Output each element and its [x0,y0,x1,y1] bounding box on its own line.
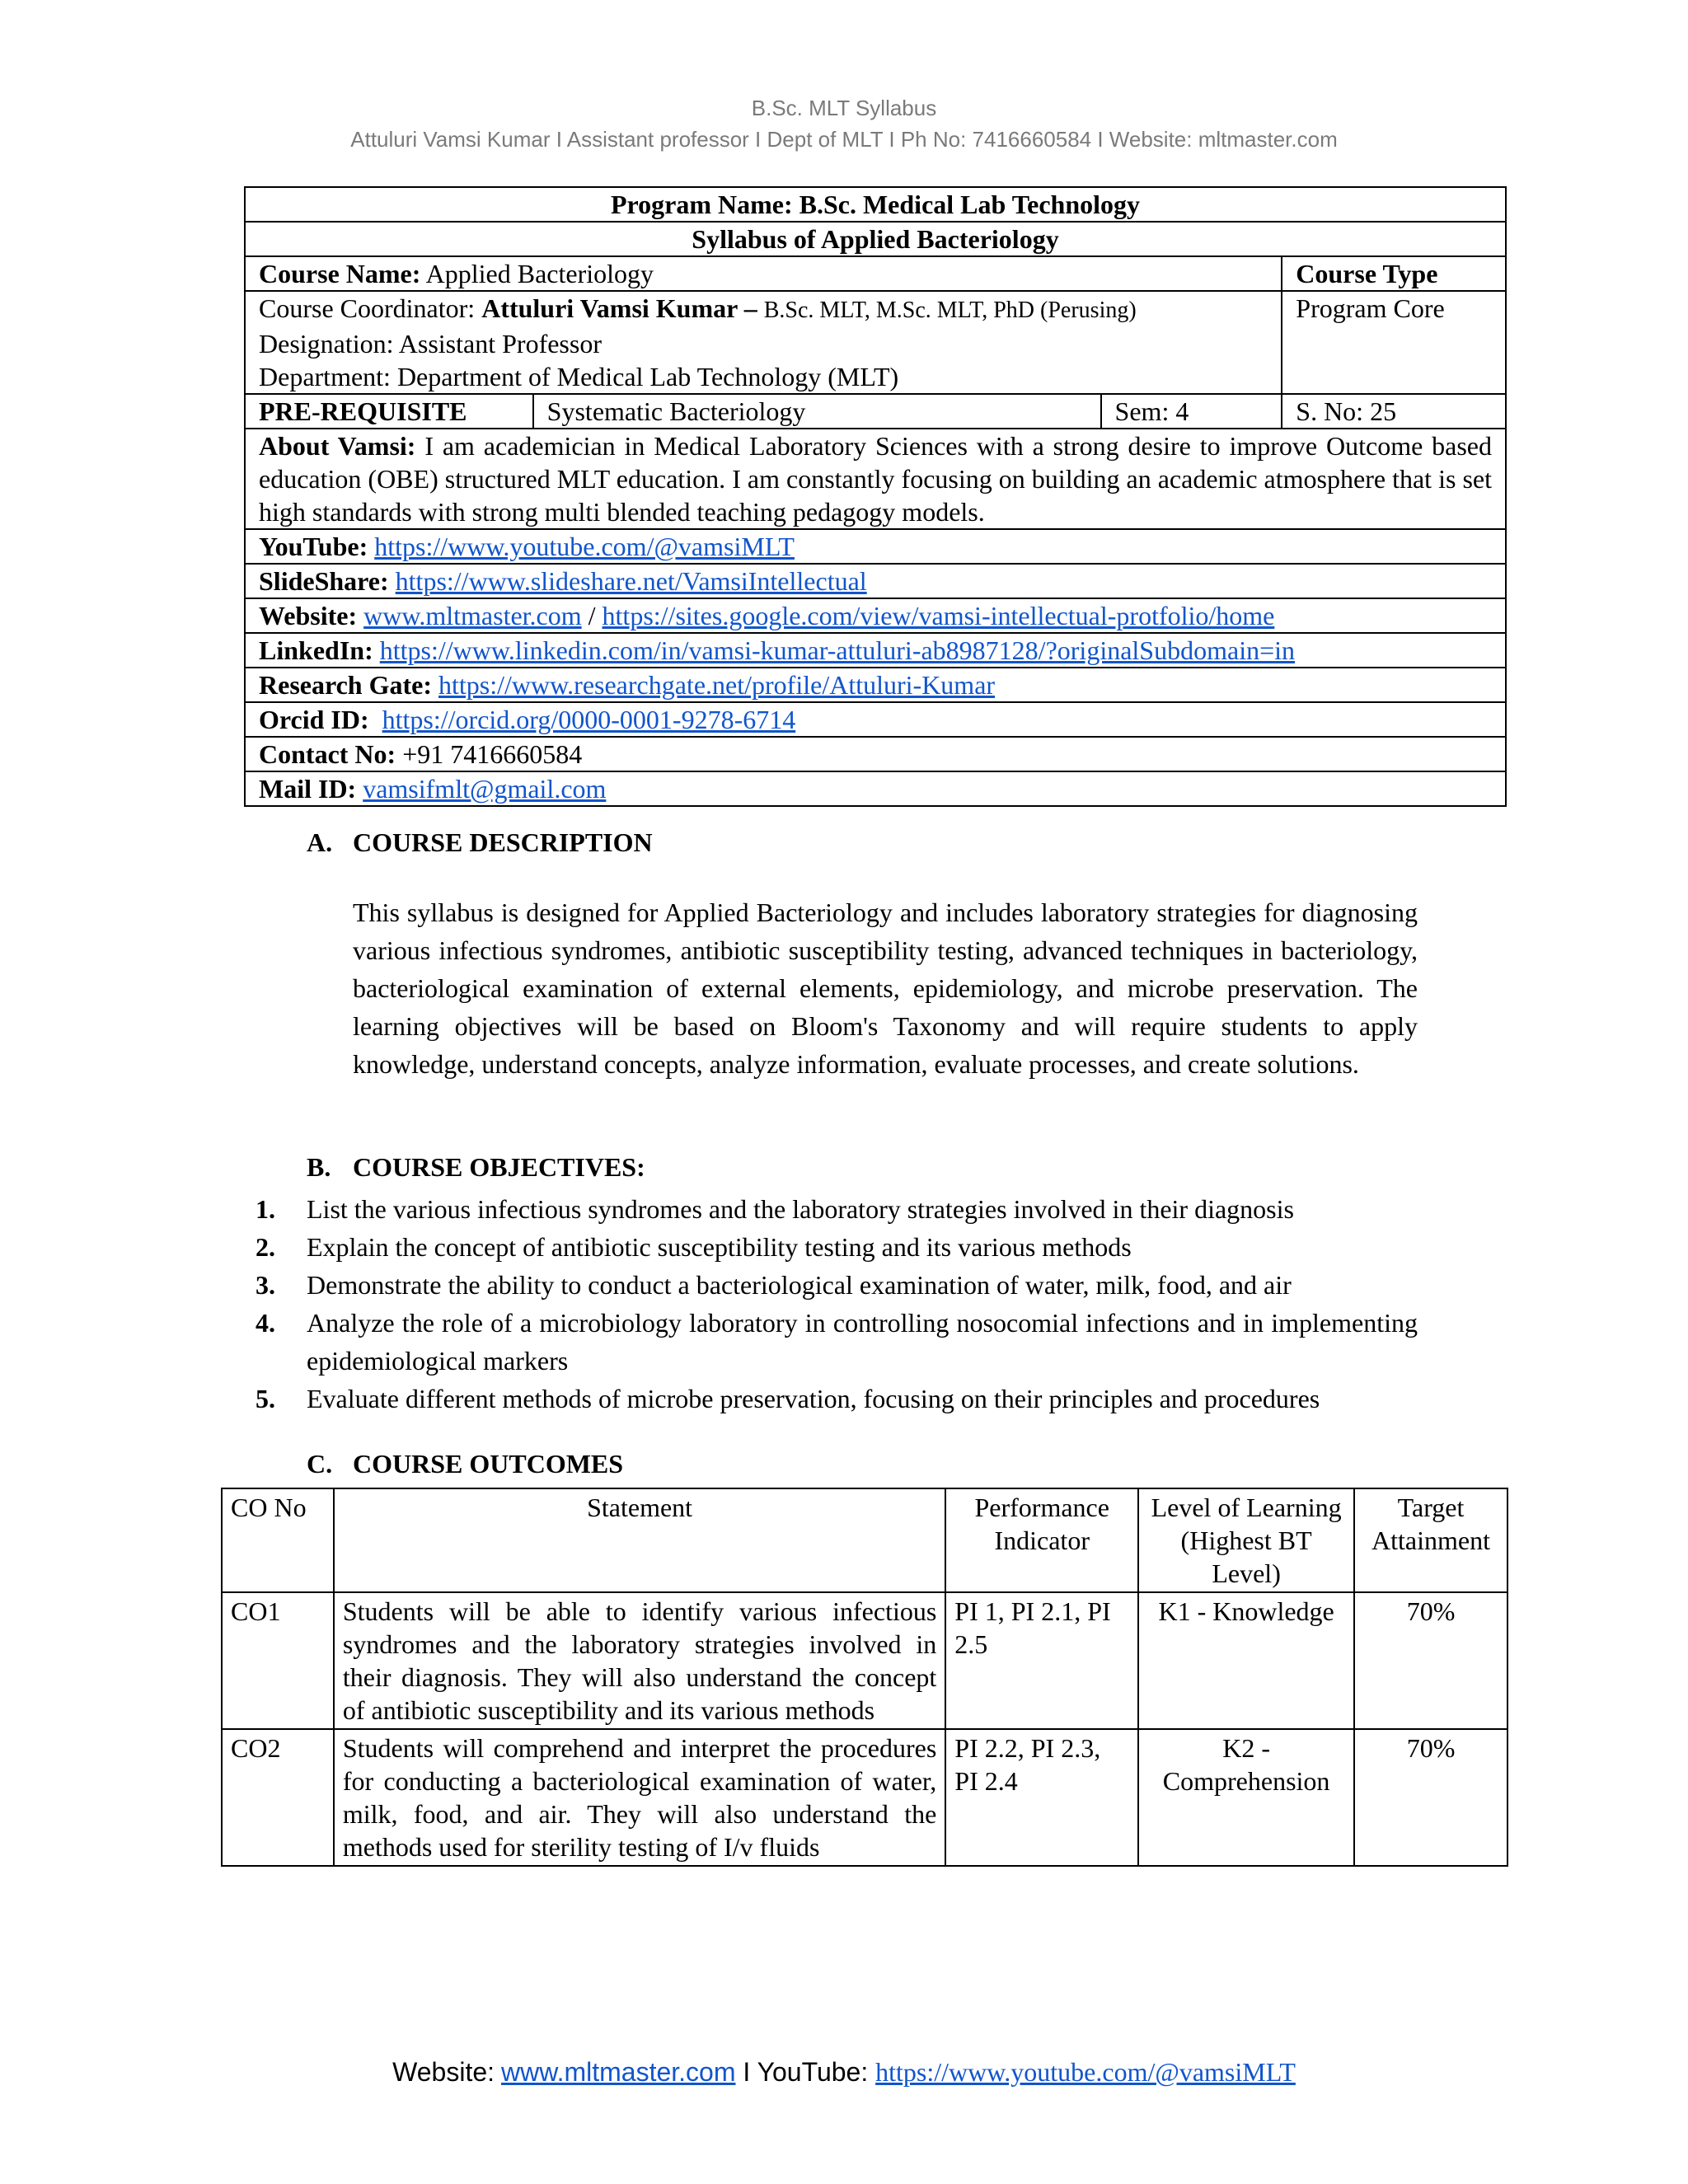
prereq-row [245,394,1506,429]
coordinator-quals: B.Sc. MLT, M.Sc. MLT, PhD (Perusing) [763,298,1137,323]
department: Department: Department of Medical Lab Technology (MLT) [259,362,899,391]
about-label: About Vamsi: [259,431,416,461]
syllabus-title-row [245,222,1506,256]
header-title: B.Sc. MLT Syllabus [751,96,937,120]
course-outcomes-table [221,1488,1508,1867]
course-outcomes-heading [307,1449,623,1479]
prereq-label: PRE-REQUISITE [245,394,533,429]
about-row [245,429,1506,529]
section-c-title: COURSE OUTCOMES [353,1449,624,1479]
objective-item: 3. Demonstrate the ability to conduct a bacteriological examination of water, milk, food, and air [256,1270,1292,1300]
col-header-co-no: CO No [222,1488,334,1592]
prereq-value: Systematic Bacteriology [533,394,1101,429]
linkedin-label: LinkedIn: [259,635,373,665]
header-subtitle: Attuluri Vamsi Kumar I Assistant professor I Dept of MLT I Ph No: 7416660584 I Website: mltmaster.com [350,127,1338,152]
course-name: Applied Bacteriology [425,259,654,288]
co-number: CO1 [222,1592,334,1729]
linkedin-link[interactable]: https://www.linkedin.com/in/vamsi-kumar-attuluri-ab8987128/?originalSubdomain=in [379,635,1296,665]
youtube-link[interactable]: https://www.youtube.com/@vamsiMLT [374,532,795,561]
program-name: Program Name: B.Sc. Medical Lab Technology [245,187,1506,222]
contact-label: Contact No: [259,739,396,769]
objective-item: 1. List the various infectious syndromes and the laboratory strategies involved in their diagnosis [256,1194,1294,1224]
designation: Designation: Assistant Professor [259,329,602,359]
objective-item: 5. Evaluate different methods of microbe preservation, focusing on their principles and procedures [256,1384,1320,1413]
coordinator-row [245,291,1506,394]
course-name-row [245,256,1506,291]
orcid-link[interactable]: https://orcid.org/0000-0001-9278-6714 [382,705,796,734]
footer-website-label: Website: [392,2057,495,2087]
co-number: CO2 [222,1729,334,1866]
slideshare-row [245,564,1506,598]
co-level: K2 - Comprehension [1138,1729,1354,1866]
co-performance-indicator: PI 2.2, PI 2.3, PI 2.4 [945,1729,1138,1866]
col-header-level: Level of Learning (Highest BT Level) [1138,1488,1354,1592]
objective-item: 4. Analyze the role of a microbiology laboratory in controlling nosocomial infections and in implementing epidemiological markers [256,1308,1418,1376]
coordinator-name: Attuluri Vamsi Kumar – [481,293,757,323]
website-link[interactable]: www.mltmaster.com [363,601,582,630]
co-level: K1 - Knowledge [1138,1592,1354,1729]
footer-website-link[interactable]: www.mltmaster.com [501,2057,736,2087]
researchgate-link[interactable]: https://www.researchgate.net/profile/Attuluri-Kumar [438,670,996,700]
coordinator-label: Course Coordinator: [259,293,476,323]
section-a-title: COURSE DESCRIPTION [353,827,653,857]
section-b-letter: B. [307,1152,331,1182]
contact-row [245,737,1506,771]
footer-separator: I YouTube: [735,2057,876,2087]
youtube-row [245,529,1506,564]
col-header-performance: Performance Indicator [945,1488,1138,1592]
orcid-label: Orcid ID: [259,705,369,734]
course-type-label: Course Type [1282,256,1506,291]
course-name-label: Course Name: [259,259,421,288]
serial-no: S. No: 25 [1282,394,1506,429]
course-description-text: This syllabus is designed for Applied Bacteriology and includes laboratory strategies for diagnosing various infectious syndromes, antibiotic susceptibility testing, advanced techniques in bacteriology, bacteriological examination of external elements, epidemiology, and microbe preservation. The learning objectives will be based on Bloom's Taxonomy and will require students to apply knowledge, understand concepts, analyze information, evaluate processes, and create solutions. [353,898,1418,1079]
portfolio-link[interactable]: https://sites.google.com/view/vamsi-intellectual-protfolio/home [602,601,1275,630]
page-header [0,92,1688,155]
table-row [222,1729,1507,1866]
linkedin-row [245,633,1506,668]
outcomes-header-row [222,1488,1507,1592]
researchgate-row [245,668,1506,702]
section-c-letter: C. [307,1449,333,1479]
slideshare-link[interactable]: https://www.slideshare.net/VamsiIntellectual [395,566,867,596]
semester: Sem: 4 [1101,394,1282,429]
course-objectives-heading [307,1152,645,1183]
slideshare-label: SlideShare: [259,566,389,596]
website-separator: / [581,601,603,630]
objectives-list [256,1190,1418,1418]
coordinator-cell [245,291,1282,394]
website-label: Website: [259,601,358,630]
course-type: Program Core [1282,291,1506,394]
course-description-heading [307,827,653,858]
co-statement: Students will be able to identify various infectious syndromes and the laboratory strategies involved in their diagnosis. They will also understand the concept of antibiotic susceptibility and its various methods [334,1592,945,1729]
researchgate-label: Research Gate: [259,670,432,700]
section-a-letter: A. [307,827,333,857]
co-target: 70% [1354,1729,1507,1866]
footer-youtube-link[interactable]: https://www.youtube.com/@vamsiMLT [875,2057,1296,2087]
program-name-row [245,187,1506,222]
syllabus-title: Syllabus of Applied Bacteriology [245,222,1506,256]
co-target: 70% [1354,1592,1507,1729]
col-header-statement: Statement [334,1488,945,1592]
mail-label: Mail ID: [259,774,357,804]
contact-value: +91 7416660584 [402,739,583,769]
orcid-row [245,702,1506,737]
youtube-label: YouTube: [259,532,368,561]
mail-link[interactable]: vamsifmlt@gmail.com [363,774,607,804]
website-row [245,598,1506,633]
about-text: I am academician in Medical Laboratory Sciences with a strong desire to improve Outcome based education (OBE) structured MLT education. I am constantly focusing on building an academic atmosphere that is set high standards with strong multi blended teaching pedagogy models. [259,431,1493,527]
course-info-table [244,186,1507,807]
about-cell [245,429,1506,529]
co-statement: Students will comprehend and interpret the procedures for conducting a bacteriological examination of water, milk, food, and air. They will also understand the methods used for sterility testing of I/v fluids [334,1729,945,1866]
page-footer [0,2057,1688,2088]
course-name-cell [245,256,1282,291]
mail-row [245,771,1506,806]
objective-item: 2. Explain the concept of antibiotic susceptibility testing and its various methods [256,1232,1132,1262]
col-header-target: Target Attainment [1354,1488,1507,1592]
table-row [222,1592,1507,1729]
section-b-title: COURSE OBJECTIVES: [353,1152,645,1182]
co-performance-indicator: PI 1, PI 2.1, PI 2.5 [945,1592,1138,1729]
